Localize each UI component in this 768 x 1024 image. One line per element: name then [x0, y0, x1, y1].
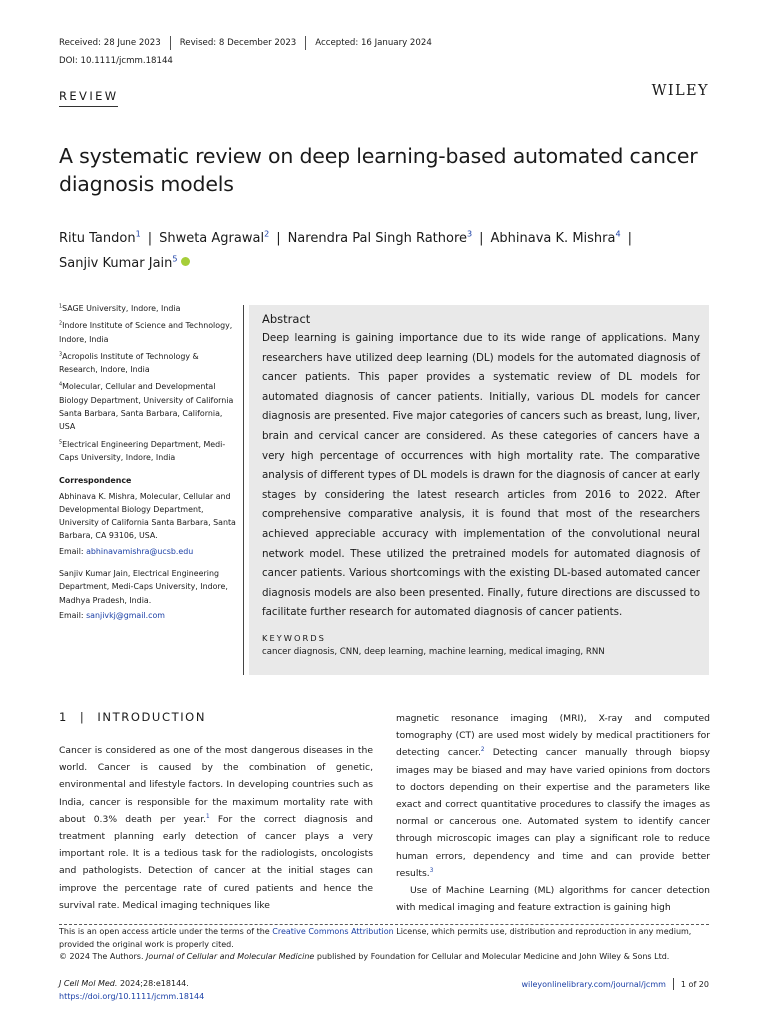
accepted-date: Accepted: 16 January 2024 — [315, 38, 432, 48]
doi-link[interactable]: https://doi.org/10.1111/jcmm.18144 — [59, 991, 205, 1001]
body-column-left — [59, 742, 373, 914]
paragraph: Use of Machine Learning (ML) algorithms for cancer detection with medical imaging and feature extraction is gaining high — [396, 885, 710, 914]
correspondence-entry: Sanjiv Kumar Jain, Electrical Engineering Department, Medi-Caps University, Indore, Madhya Pradesh, India. — [59, 569, 228, 605]
email-link[interactable]: abhinavamishra@ucsb.edu — [86, 546, 194, 556]
body-column-right — [396, 710, 710, 916]
divider — [673, 978, 674, 990]
orcid-icon[interactable] — [181, 257, 190, 266]
doi: DOI: 10.1111/jcmm.18144 — [59, 56, 173, 66]
email-link[interactable]: sanjivkj@gmail.com — [86, 610, 165, 620]
divider — [170, 36, 171, 50]
author[interactable]: Shweta Agrawal$^2$ — [159, 229, 270, 246]
license-divider — [59, 924, 709, 925]
affiliation: $^3$Acropolis Institute of Technology & Research, Indore, India — [59, 351, 199, 375]
section-heading: 1 | INTRODUCTION — [59, 710, 207, 724]
author[interactable]: Ritu Tandon$^1$ — [59, 229, 141, 246]
received-date: Received: 28 June 2023 — [59, 38, 161, 48]
abstract-divider — [243, 305, 244, 675]
page-number: 1 of 20 — [680, 979, 709, 989]
revised-date: Revised: 8 December 2023 — [179, 38, 297, 48]
affiliation: $^4$Molecular, Cellular and Developmental Biology Department, University of California Santa Barbara, Santa Barbara, California, USA — [59, 381, 234, 432]
author[interactable]: Narendra Pal Singh Rathore$^3$ — [287, 229, 473, 246]
keywords: cancer diagnosis, CNN, deep learning, machine learning, medical imaging, RNN — [262, 646, 605, 657]
page-footer — [522, 978, 709, 990]
abstract-text: Deep learning is gaining importance due to its wide range of applications. Many researchers have utilized deep learning (DL) models for the automated diagnosis of cancer patients. This paper provides a systematic review of DL models for automated diagnosis of cancer patients. Initially, various DL models for cancer diagnosis are presented. Five major categories of cancers such as breast, lung, liver, brain and cervical cancer are considered. As these categories of cancers have a very high percentage of occurrences with high mortality rate. The comparative analysis of different types of DL models is drawn for the diagnosis of cancer at early stages by considering the latest research articles from 2016 to 2022. After comprehensive comparative analysis, it is found that most of the researchers achieved appreciable accuracy with implementation of the convolutional neural network model. These utilized the pretrained models for automated diagnosis of cancer patients. Various shortcomings with the existing DL-based automated cancer diagnosis models are also been presented. Finally, future directions are discussed to facilitate further research for automated diagnosis of cancer patients. — [262, 332, 700, 619]
affiliation: $^5$Electrical Engineering Department, Medi-Caps University, Indore, India — [59, 439, 226, 462]
keywords-heading: KEYWORDS — [262, 632, 326, 643]
author-separator: | — [627, 231, 632, 246]
publisher-logo: WILEY — [651, 83, 709, 99]
citation-footer — [59, 978, 204, 1003]
author[interactable]: Abhinava K. Mishra$^4$ — [490, 229, 621, 246]
paragraph: magnetic resonance imaging (MRI), X-ray and computed tomography (CT) are used most widely by medical practitioners for detecting cancer.$^2$ Detecting cancer manually through biopsy images may be biased and may have varied opinions from doctors to doctors depending on their expertise and the parameters like exact and correct quantitative procedures to classify the images as normal or cancerous one. Automated system to identify cancer through microscopic images can play a significant role to reduce human errors, dependency and time and can provide better results.$^3$ — [396, 713, 710, 879]
author-separator: | — [479, 231, 484, 246]
correspondence-email: Email: abhinavamishra@ucsb.edu — [59, 546, 194, 556]
correspondence-heading: Correspondence — [59, 476, 132, 486]
affiliations-column — [59, 302, 237, 624]
license-line: This is an open access article under the terms of the Creative Commons Attribution License, which permits use, distribution and reproduction in any medium, provided the original work is properly cited. — [59, 927, 692, 949]
abstract-box — [249, 305, 709, 675]
journal-site-link[interactable]: wileyonlinelibrary.com/journal/jcmm — [521, 979, 666, 989]
license-notice — [59, 926, 709, 964]
section-label: REVIEW — [59, 89, 119, 103]
paragraph: Cancer is considered as one of the most dangerous diseases in the world. Cancer is caused by the combination of genetic, environmental and lifestyle factors. In developing countries such as India, cancer is responsible for the maximum mortality rate with about 0.3% death per year.$^1$ For the correct diagnosis and treatment planning early detection of cancer plays a very important role. It is a tedious task for the radiologists, oncologists and pathologists. Detection of cancer at the initial stages can improve the percentage rate of cured patients and hence the survival rate. Medical imaging techniques like — [59, 745, 374, 911]
citation: J Cell Mol Med. 2024;28:e18144. — [59, 979, 189, 988]
affiliation: $^1$SAGE University, Indore, India — [59, 303, 181, 313]
reference-link[interactable]: 3 — [429, 867, 434, 874]
abstract-heading: Abstract — [262, 312, 311, 326]
article-dates — [59, 36, 432, 50]
reference-link[interactable]: 1 — [206, 813, 210, 820]
author-separator: | — [276, 231, 281, 246]
divider — [305, 36, 306, 50]
reference-link[interactable]: 2 — [480, 747, 485, 754]
section-label-underline — [59, 106, 118, 107]
affiliation: $^2$Indore Institute of Science and Technology, Indore, India — [59, 320, 233, 344]
author-separator: | — [147, 231, 153, 246]
author[interactable]: Sanjiv Kumar Jain$^5$ — [59, 254, 178, 271]
correspondence-email: Email: sanjivkj@gmail.com — [59, 610, 165, 620]
article-title: A systematic review on deep learning-based automated cancer diagnosis models — [59, 144, 698, 196]
copyright-line: © 2024 The Authors. Journal of Cellular and Molecular Medicine published by Foundation for Cellular and Molecular Medicine and John Wiley & Sons Ltd. — [59, 952, 670, 961]
cc-license-link[interactable]: Creative Commons Attribution — [272, 927, 394, 936]
author-list — [59, 226, 719, 276]
correspondence-entry: Abhinava K. Mishra, Molecular, Cellular and Developmental Biology Department, University of California Santa Barbara, Santa Barbara, CA 93106, USA. — [59, 491, 236, 541]
